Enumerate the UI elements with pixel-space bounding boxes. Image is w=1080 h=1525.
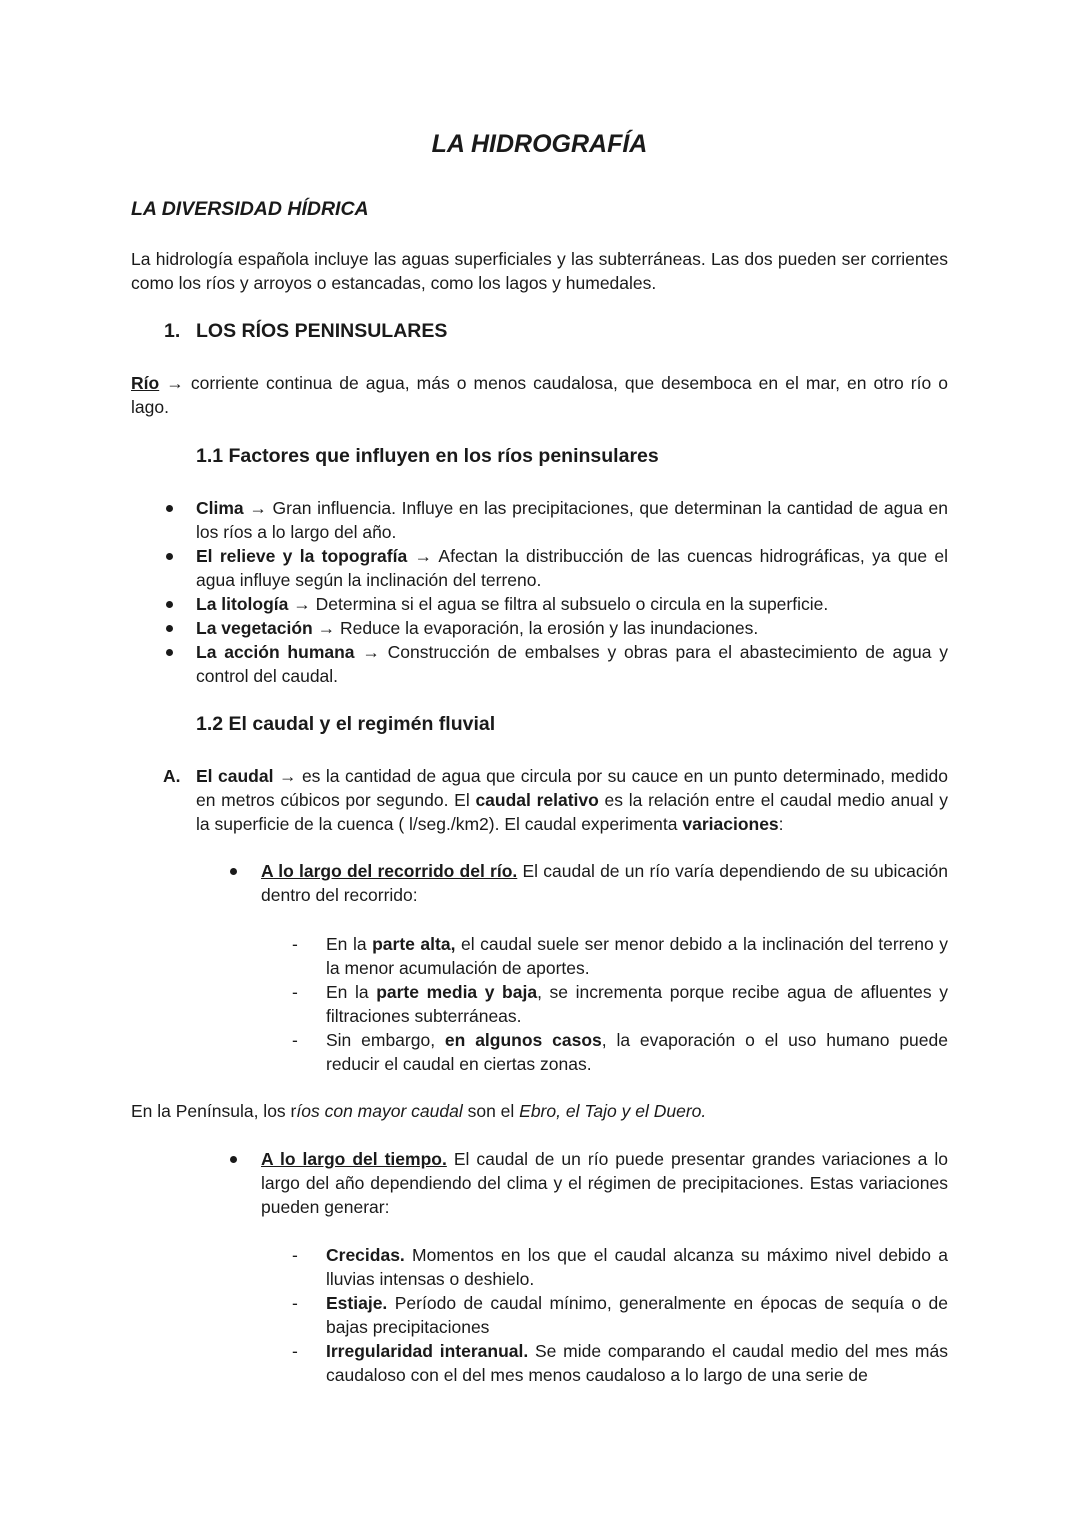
peninsula-paragraph: En la Península, los ríos con mayor caudal son el Ebro, el Tajo y el Duero.	[131, 1101, 707, 1121]
list-item	[131, 640, 948, 688]
factor-text: → Construcción de embalses y obras para el abastecimiento de agua y control del caudal.	[196, 642, 948, 686]
factor-text: → Reduce la evaporación, la erosión y las inundaciones.	[312, 618, 759, 638]
rio-term: Río	[131, 373, 160, 393]
bullet-icon	[166, 625, 173, 632]
list-item	[131, 592, 948, 616]
dash-marker: -	[292, 1341, 298, 1361]
colon: :	[778, 814, 784, 834]
list-item: - Crecidas. Momentos en los que el caudal alcanza su máximo nivel debido a lluvias intensas o deshielo.	[292, 1245, 948, 1289]
factor-term: El relieve y la topografía	[196, 546, 408, 566]
tiempo-item	[261, 1147, 948, 1219]
dash-marker: -	[292, 1245, 298, 1265]
list-item	[131, 496, 948, 544]
dash-marker: -	[292, 1030, 298, 1050]
bullet-icon	[166, 601, 173, 608]
bullet-icon	[166, 505, 173, 512]
list-item: - Estiaje. Período de caudal mínimo, generalmente en épocas de sequía o de bajas precipitaciones	[292, 1293, 948, 1337]
caudal-relativo-term: caudal relativo	[475, 790, 599, 810]
bullet-icon	[166, 553, 173, 560]
factor-text: → Determina si el agua se filtra al subsuelo o circula en la superficie.	[288, 594, 829, 614]
factor-text: → Gran influencia. Influye en las precipitaciones, que determinan la cantidad de agua en los ríos a lo largo del año.	[196, 498, 948, 542]
bullet-icon	[166, 649, 173, 656]
page-title: LA HIDROGRAFÍA	[431, 130, 648, 158]
tiempo-text: El caudal de un río puede presentar grandes variaciones a lo largo del año dependiendo del clima y el régimen de precipitaciones. Estas variaciones pueden generar:	[261, 1149, 948, 1217]
list-item: - En la parte alta, el caudal suele ser menor debido a la inclinación del terreno y la menor acumulación de aportes.	[292, 934, 948, 978]
factor-term: La vegetación	[196, 618, 313, 638]
caudal-term: El caudal	[196, 766, 274, 786]
factor-term: La litología	[196, 594, 289, 614]
bullet-icon	[230, 1156, 237, 1163]
recorrido-term: A lo largo del recorrido del río.	[261, 861, 518, 881]
list-item	[131, 616, 948, 640]
recorrido-sublist	[292, 932, 948, 1076]
recorrido-text: El caudal de un río varía dependiendo de su ubicación dentro del recorrido:	[261, 861, 948, 905]
factores-list	[131, 496, 948, 688]
bullet-icon	[230, 868, 237, 875]
section-title: LA DIVERSIDAD HÍDRICA	[131, 198, 369, 220]
intro-paragraph: La hidrología española incluye las aguas superficiales y las subterráneas. Las dos pueden ser corrientes como los ríos y arroyos o estancadas, como los lagos y humedales.	[131, 249, 948, 293]
dash-marker: -	[292, 982, 298, 1002]
heading-factores: 1.1 Factores que influyen en los ríos peninsulares	[196, 445, 659, 467]
caudal-definition	[163, 764, 948, 836]
list-letter: A.	[163, 766, 181, 786]
dash-marker: -	[292, 934, 298, 954]
dash-marker: -	[292, 1293, 298, 1313]
factor-text: → Afectan la distribucción de las cuencas hidrográficas, ya que el agua influye según la inclinación del terreno.	[196, 546, 949, 590]
recorrido-item	[261, 859, 948, 907]
tiempo-sublist	[292, 1243, 948, 1387]
caudal-relativo-text: es la relación entre el caudal medio anual y la superficie de la cuenca ( l/seg./km2). El caudal experimenta	[196, 790, 948, 834]
list-item: - Sin embargo, en algunos casos, la evaporación o el uso humano puede reducir el caudal en ciertas zonas.	[292, 1030, 948, 1074]
rio-definition-text: → corriente continua de agua, más o menos caudalosa, que desemboca en el mar, en otro río o lago.	[131, 373, 948, 417]
factor-term: La acción humana	[196, 642, 355, 662]
factor-term: Clima	[196, 498, 244, 518]
caudal-text: → es la cantidad de agua que circula por su cauce en un punto determinado, medido en metros cúbicos por segundo. El	[196, 766, 948, 810]
heading-text: LOS RÍOS PENINSULARES	[196, 320, 448, 342]
tiempo-term: A lo largo del tiempo.	[261, 1149, 447, 1169]
heading-number: 1.	[164, 320, 181, 342]
rio-definition	[131, 371, 948, 419]
variaciones-term: variaciones	[682, 814, 779, 834]
heading-caudal: 1.2 El caudal y el regimén fluvial	[196, 713, 496, 735]
list-item: - Irregularidad interanual. Se mide comparando el caudal medio del mes más caudaloso con el del mes menos caudaloso a lo largo de una serie de	[292, 1341, 948, 1385]
list-item	[131, 544, 948, 592]
list-item: - En la parte media y baja, se incrementa porque recibe agua de afluentes y filtraciones subterráneas.	[292, 982, 948, 1026]
